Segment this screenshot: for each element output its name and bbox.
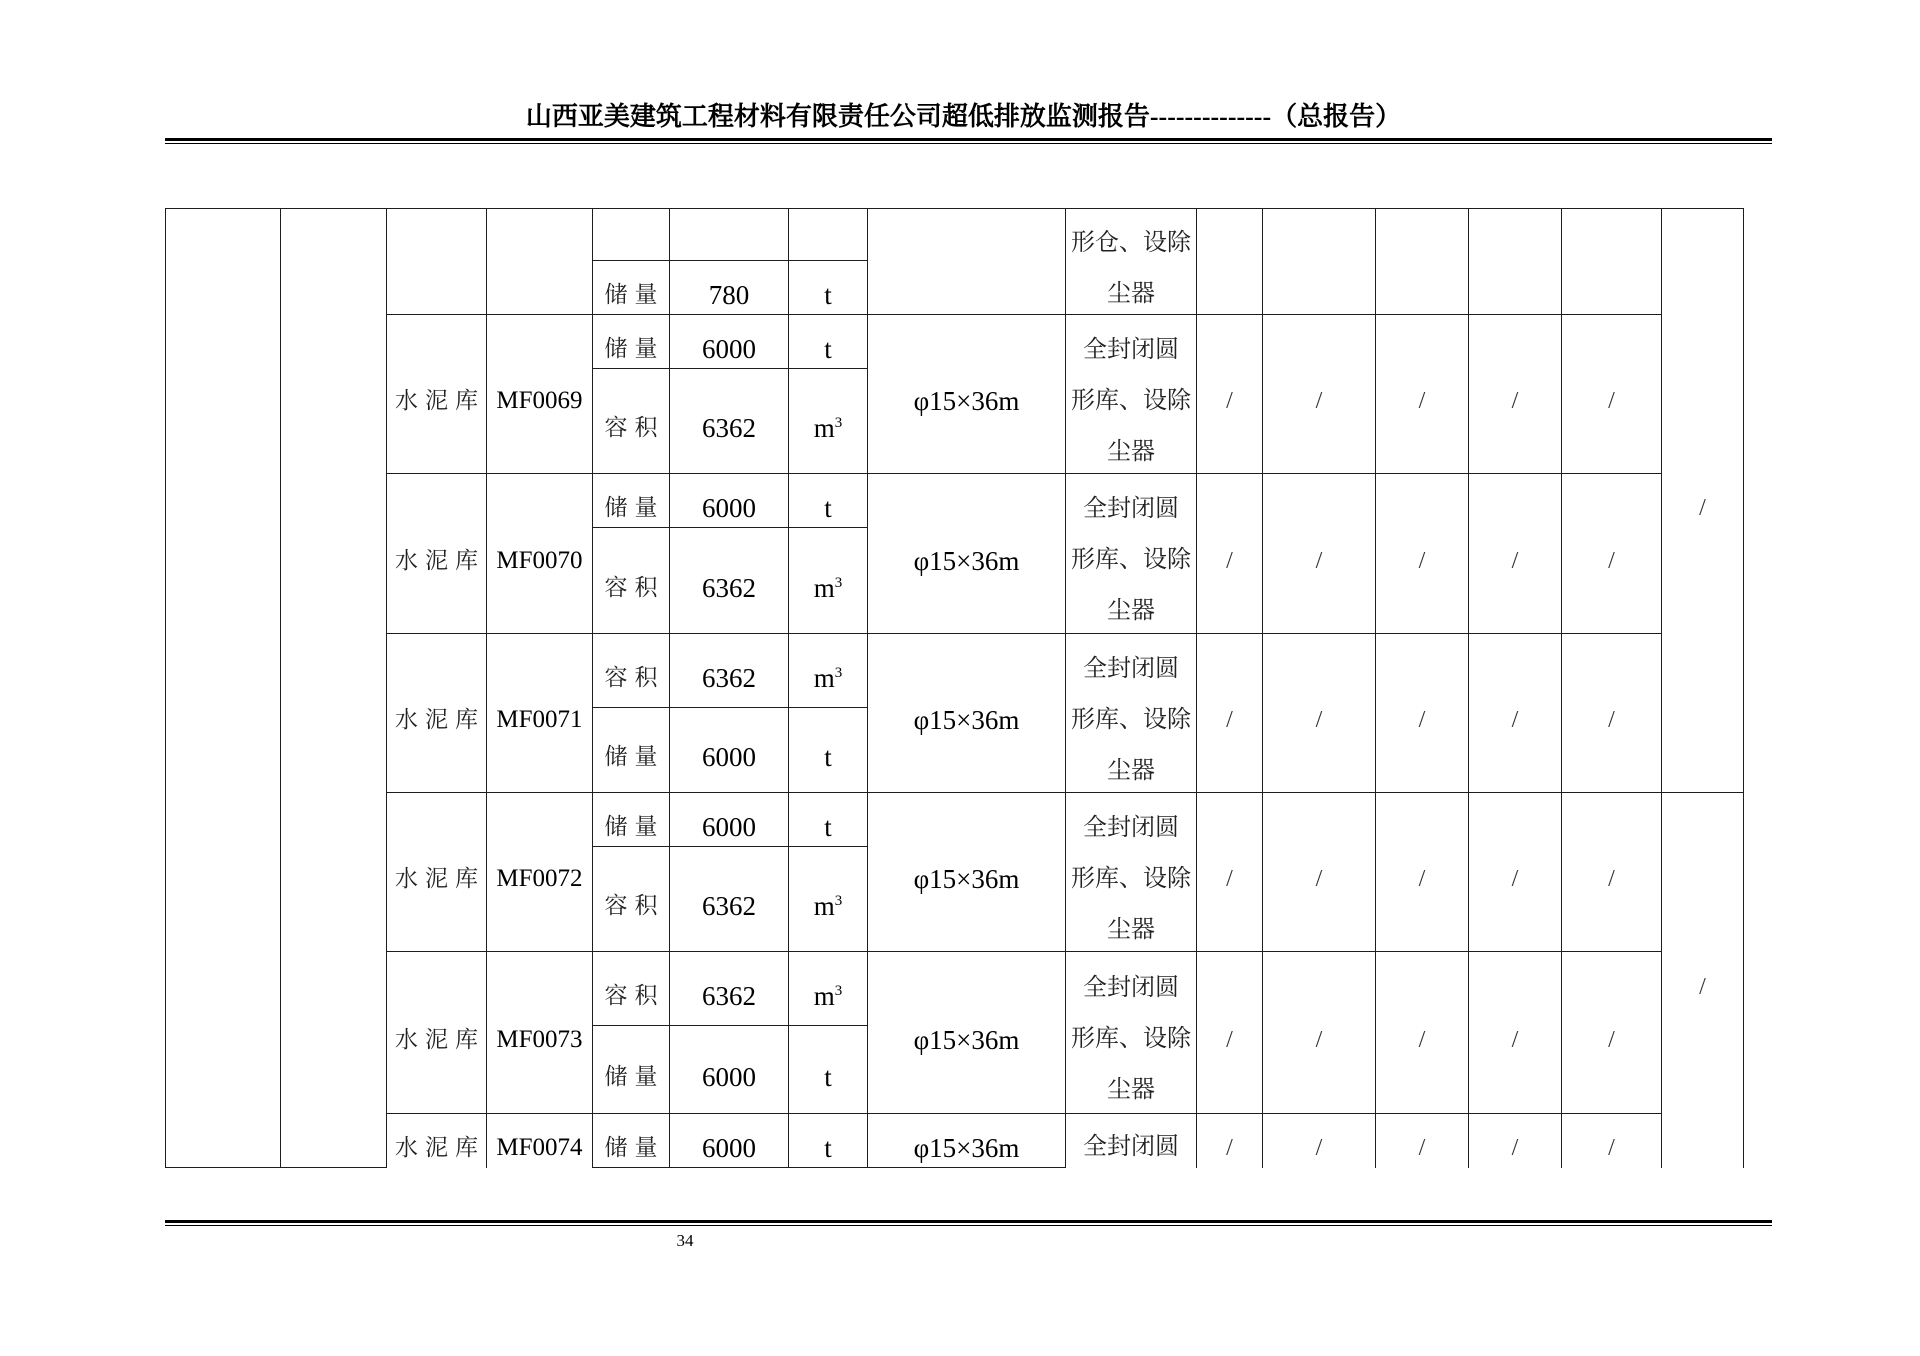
control-measures	[1066, 644, 1196, 797]
parameter-unit-cell	[789, 793, 868, 847]
storage-name-cell	[387, 474, 487, 634]
control-measures-line: 形库、设除	[1071, 547, 1191, 573]
storage-name: 水泥库	[395, 1134, 485, 1160]
check-mark: /	[1511, 388, 1519, 414]
check-cell	[1263, 793, 1376, 952]
parameter-value: 6000	[702, 1061, 756, 1092]
check-cell	[1469, 634, 1562, 793]
dimension-cell	[868, 1114, 1066, 1168]
control-measures-cell	[1066, 1114, 1197, 1168]
check-cell	[1469, 1114, 1562, 1168]
dimension: φ15×36m	[913, 545, 1020, 576]
equipment-code: MF0073	[496, 1025, 583, 1053]
parameter-name-cell	[593, 528, 670, 634]
control-measures	[1066, 484, 1196, 637]
check-mark: /	[1226, 1026, 1233, 1053]
check-cell	[1263, 474, 1376, 634]
control-measures-line: 尘器	[1107, 916, 1155, 943]
check-cell	[1562, 793, 1662, 952]
control-measures-line: 全封闭圆	[1083, 1134, 1179, 1161]
check-mark: /	[1511, 547, 1519, 574]
unit-text: t	[824, 279, 832, 310]
parameter-name: 容积	[604, 982, 665, 1008]
remark-mark: /	[1699, 494, 1706, 521]
control-measures	[1066, 325, 1196, 478]
check-cell	[1376, 952, 1469, 1114]
unit-superscript: 3	[834, 574, 843, 591]
parameter-name: 储量	[604, 813, 665, 839]
equipment-code: MF0071	[496, 706, 583, 733]
parameter-unit	[789, 889, 867, 923]
parameter-unit	[789, 332, 867, 366]
check-mark: /	[1608, 547, 1615, 574]
parameter-value: 6362	[702, 413, 756, 443]
parameter-name-cell	[593, 952, 670, 1026]
control-measures-line: 形库、设除	[1071, 706, 1191, 733]
check-cell	[1469, 209, 1562, 315]
blank-merged-cell	[166, 209, 281, 1168]
control-measures	[1066, 1122, 1196, 1173]
control-measures-line: 形库、设除	[1071, 387, 1191, 414]
check-mark: /	[1418, 1134, 1426, 1161]
control-measures-line: 全封闭圆	[1083, 496, 1179, 522]
parameter-unit-cell	[789, 209, 868, 261]
parameter-value: 6362	[702, 891, 756, 921]
check-cell	[1197, 474, 1263, 634]
control-measures-line: 尘器	[1107, 1077, 1155, 1103]
check-cell	[1263, 952, 1376, 1114]
control-measures-line: 尘器	[1107, 438, 1155, 465]
parameter-name-cell	[593, 847, 670, 952]
unit-text: t	[824, 811, 832, 842]
unit-text: m	[813, 662, 835, 693]
check-mark: /	[1511, 707, 1519, 733]
storage-name-cell	[387, 315, 487, 474]
parameter-unit-cell	[789, 1026, 868, 1114]
equipment-table	[165, 208, 1744, 1168]
control-measures-line: 全封闭圆	[1083, 655, 1179, 682]
unit-text: m	[813, 413, 835, 443]
control-measures-cell	[1066, 952, 1197, 1114]
equipment-code-cell	[487, 634, 593, 793]
check-mark: /	[1315, 866, 1323, 892]
parameter-unit	[789, 661, 867, 695]
dimension: φ15×36m	[913, 1024, 1020, 1055]
equipment-code: MF0069	[496, 387, 583, 414]
check-mark: /	[1315, 388, 1323, 414]
blank-merged-cell	[281, 209, 387, 1168]
check-mark: /	[1608, 1134, 1615, 1161]
parameter-name: 储量	[604, 1063, 665, 1089]
equipment-code: MF0074	[496, 1133, 583, 1161]
equipment-code-cell	[487, 315, 593, 474]
check-cell	[1197, 952, 1263, 1114]
parameter-unit	[789, 979, 867, 1013]
check-cell	[1263, 209, 1376, 315]
control-measures-line: 尘器	[1107, 757, 1155, 784]
control-measures-cell	[1066, 634, 1197, 793]
unit-superscript: 3	[834, 982, 843, 999]
control-measures	[1066, 963, 1196, 1116]
parameter-name: 储量	[604, 335, 665, 361]
storage-name: 水泥库	[395, 388, 485, 413]
check-mark: /	[1608, 707, 1615, 733]
parameter-name-cell	[593, 793, 670, 847]
dimension-cell	[868, 209, 1066, 315]
parameter-unit-cell	[789, 315, 868, 369]
unit-superscript: 3	[834, 415, 843, 431]
dimension: φ15×36m	[913, 1132, 1020, 1163]
parameter-value-cell	[670, 708, 789, 793]
parameter-name-cell	[593, 634, 670, 708]
unit-text: m	[813, 572, 835, 603]
parameter-name-cell	[593, 474, 670, 528]
check-mark: /	[1315, 1026, 1323, 1053]
dimension-cell	[868, 634, 1066, 793]
parameter-value-cell	[670, 315, 789, 369]
parameter-unit-cell	[789, 1114, 868, 1168]
parameter-name: 容积	[604, 415, 665, 440]
check-cell	[1562, 474, 1662, 634]
unit-superscript: 3	[834, 664, 843, 681]
check-mark: /	[1418, 1026, 1426, 1053]
equipment-code-cell	[487, 793, 593, 952]
control-measures-cell	[1066, 474, 1197, 634]
check-mark: /	[1315, 547, 1323, 574]
storage-name-cell	[387, 209, 487, 315]
page-number: 34	[676, 1231, 694, 1250]
dimension-cell	[868, 315, 1066, 474]
footer-double-rule	[165, 1220, 1772, 1226]
parameter-value-cell	[670, 474, 789, 528]
parameter-unit	[789, 278, 867, 312]
parameter-value-cell	[670, 793, 789, 847]
check-mark: /	[1226, 866, 1233, 892]
check-cell	[1562, 209, 1662, 315]
parameter-value: 6362	[702, 572, 756, 603]
unit-text: t	[824, 492, 832, 523]
control-measures-line: 形库、设除	[1071, 865, 1191, 892]
parameter-value: 6362	[702, 980, 756, 1011]
table-row	[166, 315, 1744, 369]
check-cell	[1562, 952, 1662, 1114]
parameter-value-cell	[670, 209, 789, 261]
parameter-value: 6000	[702, 811, 756, 842]
parameter-value: 6000	[702, 333, 756, 364]
table-row	[166, 634, 1744, 708]
check-cell	[1197, 209, 1263, 315]
parameter-name: 容积	[604, 664, 665, 690]
check-cell	[1562, 634, 1662, 793]
unit-text: t	[824, 333, 832, 364]
parameter-name: 储量	[604, 1134, 665, 1160]
check-cell	[1562, 1114, 1662, 1168]
dimension-cell	[868, 474, 1066, 634]
check-mark: /	[1315, 707, 1323, 733]
parameter-unit-cell	[789, 952, 868, 1026]
remark-cell	[1662, 209, 1744, 793]
parameter-value: 780	[708, 279, 750, 310]
dimension-cell	[868, 952, 1066, 1114]
dimension: φ15×36m	[913, 705, 1020, 735]
parameter-name: 容积	[604, 893, 665, 918]
parameter-unit	[789, 571, 867, 605]
parameter-value-cell	[670, 528, 789, 634]
parameter-unit	[789, 740, 867, 774]
check-mark: /	[1511, 1134, 1519, 1161]
dimension: φ15×36m	[913, 386, 1020, 416]
check-mark: /	[1418, 547, 1426, 574]
report-header-title: 山西亚美建筑工程材料有限责任公司超低排放监测报告--------------（总报告）	[525, 102, 1402, 131]
control-measures-line: 尘器	[1107, 280, 1155, 307]
check-cell	[1469, 315, 1562, 474]
check-mark: /	[1226, 547, 1233, 574]
parameter-name-cell	[593, 315, 670, 369]
parameter-value: 6000	[702, 492, 756, 523]
control-measures-line: 形仓、设除	[1071, 229, 1191, 256]
check-mark: /	[1226, 388, 1233, 414]
parameter-unit-cell	[789, 528, 868, 634]
parameter-value: 6000	[702, 1132, 756, 1163]
control-measures-cell	[1066, 793, 1197, 952]
control-measures-line: 尘器	[1107, 598, 1155, 624]
parameter-unit	[789, 1060, 867, 1094]
storage-name: 水泥库	[395, 707, 485, 732]
check-cell	[1376, 793, 1469, 952]
equipment-code-cell	[487, 209, 593, 315]
parameter-unit	[789, 810, 867, 844]
table-row	[166, 952, 1744, 1026]
check-cell	[1197, 634, 1263, 793]
control-measures-line: 全封闭圆	[1083, 336, 1179, 363]
parameter-unit-cell	[789, 369, 868, 474]
unit-text: t	[824, 1132, 832, 1163]
parameter-unit	[789, 491, 867, 525]
check-cell	[1469, 474, 1562, 634]
parameter-value: 6362	[702, 662, 756, 693]
unit-text: t	[824, 1061, 832, 1092]
parameter-unit-cell	[789, 708, 868, 793]
parameter-name-cell	[593, 1114, 670, 1168]
equipment-code-cell	[487, 952, 593, 1114]
check-mark: /	[1418, 866, 1426, 892]
parameter-value-cell	[670, 952, 789, 1026]
control-measures-cell	[1066, 209, 1197, 315]
check-mark: /	[1511, 866, 1519, 892]
check-mark: /	[1418, 388, 1426, 414]
check-mark: /	[1511, 1026, 1519, 1053]
storage-name-cell	[387, 634, 487, 793]
unit-text: t	[824, 742, 832, 772]
check-mark: /	[1315, 1134, 1323, 1161]
parameter-value-cell	[670, 1026, 789, 1114]
parameter-value-cell	[670, 1114, 789, 1168]
remark-cell	[1662, 793, 1744, 1168]
parameter-name-cell	[593, 708, 670, 793]
equipment-table-body	[166, 209, 1744, 1168]
table-row	[166, 793, 1744, 847]
parameter-unit	[789, 1131, 867, 1165]
storage-name: 水泥库	[395, 547, 485, 573]
parameter-name: 储量	[604, 494, 665, 520]
parameter-unit-cell	[789, 847, 868, 952]
check-cell	[1562, 315, 1662, 474]
storage-name: 水泥库	[395, 1026, 485, 1052]
dimension-cell	[868, 793, 1066, 952]
check-mark: /	[1608, 1026, 1615, 1053]
check-cell	[1197, 1114, 1263, 1168]
remark-mark: /	[1699, 974, 1706, 1001]
parameter-name-cell	[593, 1026, 670, 1114]
check-cell	[1263, 1114, 1376, 1168]
table-row	[166, 1114, 1744, 1168]
parameter-value-cell	[670, 847, 789, 952]
parameter-name: 储量	[604, 744, 665, 769]
check-cell	[1263, 315, 1376, 474]
check-cell	[1197, 793, 1263, 952]
parameter-name-cell	[593, 369, 670, 474]
check-cell	[1263, 634, 1376, 793]
storage-name-cell	[387, 952, 487, 1114]
equipment-code-cell	[487, 1114, 593, 1168]
check-cell	[1469, 952, 1562, 1114]
storage-name-cell	[387, 793, 487, 952]
parameter-name-cell	[593, 261, 670, 315]
check-cell	[1376, 634, 1469, 793]
control-measures-line: 全封闭圆	[1083, 814, 1179, 841]
check-mark: /	[1226, 707, 1233, 733]
parameter-value-cell	[670, 261, 789, 315]
parameter-unit-cell	[789, 261, 868, 315]
control-measures-line: 全封闭圆	[1083, 975, 1179, 1001]
parameter-value-cell	[670, 369, 789, 474]
check-mark: /	[1608, 388, 1615, 414]
parameter-value: 6000	[702, 742, 756, 772]
control-measures-cell	[1066, 315, 1197, 474]
dimension: φ15×36m	[913, 864, 1020, 894]
check-mark: /	[1226, 1134, 1233, 1161]
check-mark: /	[1608, 866, 1615, 892]
storage-name-cell	[387, 1114, 487, 1168]
unit-superscript: 3	[834, 893, 843, 909]
equipment-code-cell	[487, 474, 593, 634]
table-row	[166, 474, 1744, 528]
equipment-code: MF0070	[496, 546, 583, 574]
check-cell	[1197, 315, 1263, 474]
control-measures-line: 形库、设除	[1071, 1026, 1191, 1052]
parameter-unit	[789, 411, 867, 445]
parameter-name-cell	[593, 209, 670, 261]
control-measures	[1066, 218, 1196, 320]
unit-text: m	[813, 980, 835, 1011]
unit-text: m	[813, 891, 835, 921]
check-cell	[1376, 315, 1469, 474]
equipment-code: MF0072	[496, 865, 583, 892]
check-cell	[1376, 474, 1469, 634]
parameter-name: 储量	[604, 281, 665, 307]
parameter-unit-cell	[789, 474, 868, 528]
header-double-rule	[165, 138, 1772, 144]
table-row	[166, 209, 1744, 261]
parameter-value-cell	[670, 634, 789, 708]
check-cell	[1469, 793, 1562, 952]
check-cell	[1376, 209, 1469, 315]
parameter-name: 容积	[604, 574, 665, 600]
storage-name: 水泥库	[395, 866, 485, 891]
control-measures	[1066, 803, 1196, 956]
parameter-unit-cell	[789, 634, 868, 708]
check-cell	[1376, 1114, 1469, 1168]
check-mark: /	[1418, 707, 1426, 733]
